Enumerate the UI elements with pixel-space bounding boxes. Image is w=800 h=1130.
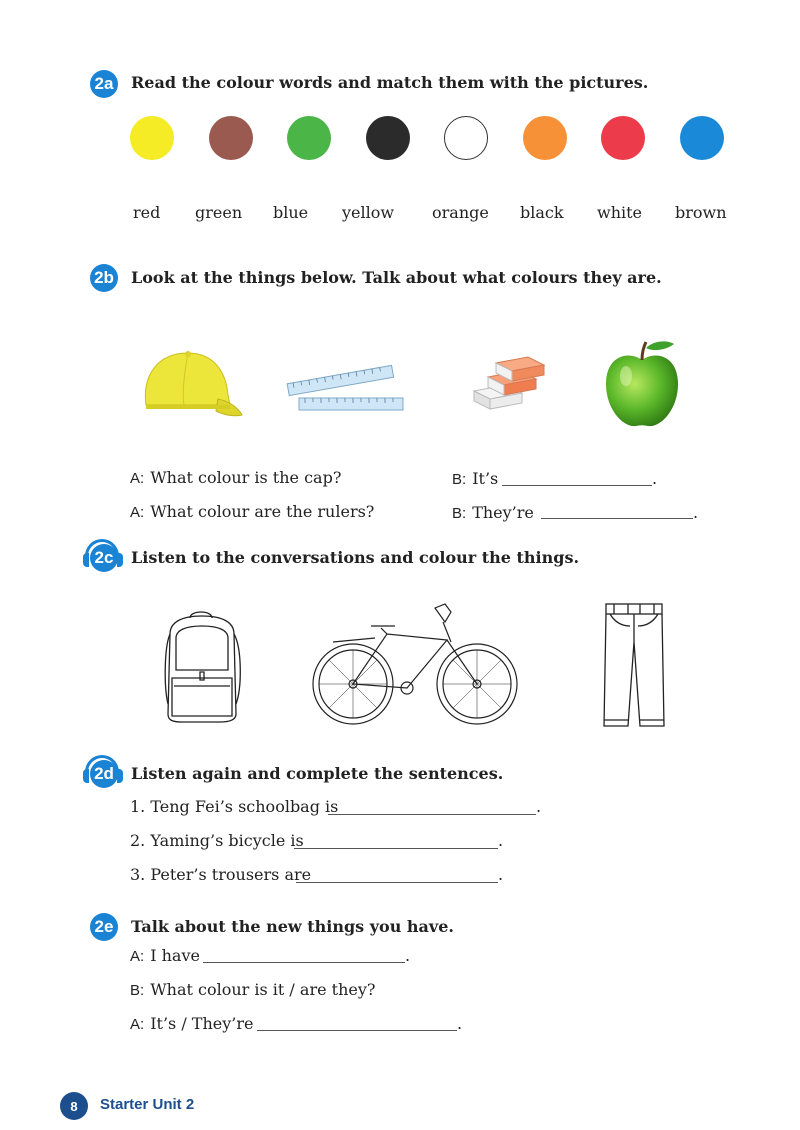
- dialogue-text: What colour is it / are they?: [150, 980, 376, 999]
- section-2e-instruction: Talk about the new things you have.: [131, 917, 454, 936]
- period: .: [693, 503, 699, 522]
- dialogue-2e-line-2: [130, 980, 375, 999]
- dialogue-2b-answer-1: [452, 469, 498, 488]
- speaker-label: A:: [130, 1016, 145, 1033]
- speaker-label: A:: [130, 948, 145, 965]
- dialogue-text: I have: [150, 946, 200, 965]
- word-green: green: [195, 203, 243, 222]
- period: .: [405, 946, 411, 965]
- dialogue-2b-line-1: [130, 468, 341, 487]
- word-black: black: [520, 203, 564, 222]
- section-2c-instruction: Listen to the conversations and colour the things.: [131, 548, 580, 567]
- speaker-label: B:: [452, 505, 467, 522]
- sentence-2: 2. Yaming’s bicycle is: [130, 831, 304, 850]
- word-blue: blue: [273, 203, 309, 222]
- white-circle: [444, 116, 488, 160]
- section-2d-instruction: Listen again and complete the sentences.: [131, 764, 504, 783]
- blue-circle: [680, 116, 724, 160]
- sentence-1-blank[interactable]: [328, 814, 536, 815]
- dialogue-text: It’s / They’re: [150, 1014, 254, 1033]
- red-circle: [601, 116, 645, 160]
- question-rulers: What colour are the rulers?: [150, 502, 375, 521]
- word-white: white: [597, 203, 643, 222]
- bicycle-outline: [305, 598, 523, 726]
- speaker-label: B:: [452, 471, 467, 488]
- trousers-outline: [602, 602, 666, 728]
- question-cap: What colour is the cap?: [150, 468, 342, 487]
- section-2a-instruction: Read the colour words and match them with the pictures.: [131, 73, 649, 92]
- orange-circle: [523, 116, 567, 160]
- word-brown: brown: [675, 203, 727, 222]
- speaker-label: B:: [130, 982, 145, 999]
- dialogue-2e-line-3: [130, 1014, 253, 1033]
- section-2d-badge: 2d: [90, 760, 118, 788]
- answer-prefix: It’s: [472, 469, 499, 488]
- apple-picture: [600, 338, 684, 430]
- sentence-3-blank[interactable]: [296, 882, 498, 883]
- colour-blank[interactable]: [257, 1030, 457, 1031]
- period: .: [536, 797, 542, 816]
- period: .: [498, 831, 504, 850]
- section-2a-badge: 2a: [90, 70, 118, 98]
- period: .: [498, 865, 504, 884]
- speaker-label: A:: [130, 470, 145, 487]
- black-circle: [366, 116, 410, 160]
- speaker-label: A:: [130, 504, 145, 521]
- answer-blank-rulers[interactable]: [541, 518, 693, 519]
- unit-title: Starter Unit 2: [100, 1096, 195, 1113]
- yellow-circle: [130, 116, 174, 160]
- sentence-1: 1. Teng Fei’s schoolbag is: [130, 797, 339, 816]
- word-yellow: yellow: [342, 203, 395, 222]
- period: .: [457, 1014, 463, 1033]
- rulers-picture: [283, 358, 408, 416]
- section-2b-badge: 2b: [90, 264, 118, 292]
- word-red: red: [133, 203, 161, 222]
- answer-prefix: They’re: [472, 503, 534, 522]
- word-orange: orange: [432, 203, 489, 222]
- section-2c-badge: 2c: [90, 544, 118, 572]
- page-number: 8: [60, 1092, 88, 1120]
- period: .: [652, 469, 658, 488]
- section-2e-badge: 2e: [90, 913, 118, 941]
- cap-picture: [138, 345, 244, 420]
- answer-blank-cap[interactable]: [502, 485, 652, 486]
- schoolbag-outline: [160, 608, 244, 724]
- have-blank[interactable]: [203, 962, 405, 963]
- sentence-2-blank[interactable]: [294, 848, 498, 849]
- dialogue-2e-line-1: [130, 946, 200, 965]
- green-circle: [287, 116, 331, 160]
- section-2b-instruction: Look at the things below. Talk about what colours they are.: [131, 268, 662, 287]
- erasers-picture: [470, 355, 550, 413]
- dialogue-2b-answer-2: [452, 503, 534, 522]
- dialogue-2b-line-2: [130, 502, 374, 521]
- brown-circle: [209, 116, 253, 160]
- sentence-3: 3. Peter’s trousers are: [130, 865, 312, 884]
